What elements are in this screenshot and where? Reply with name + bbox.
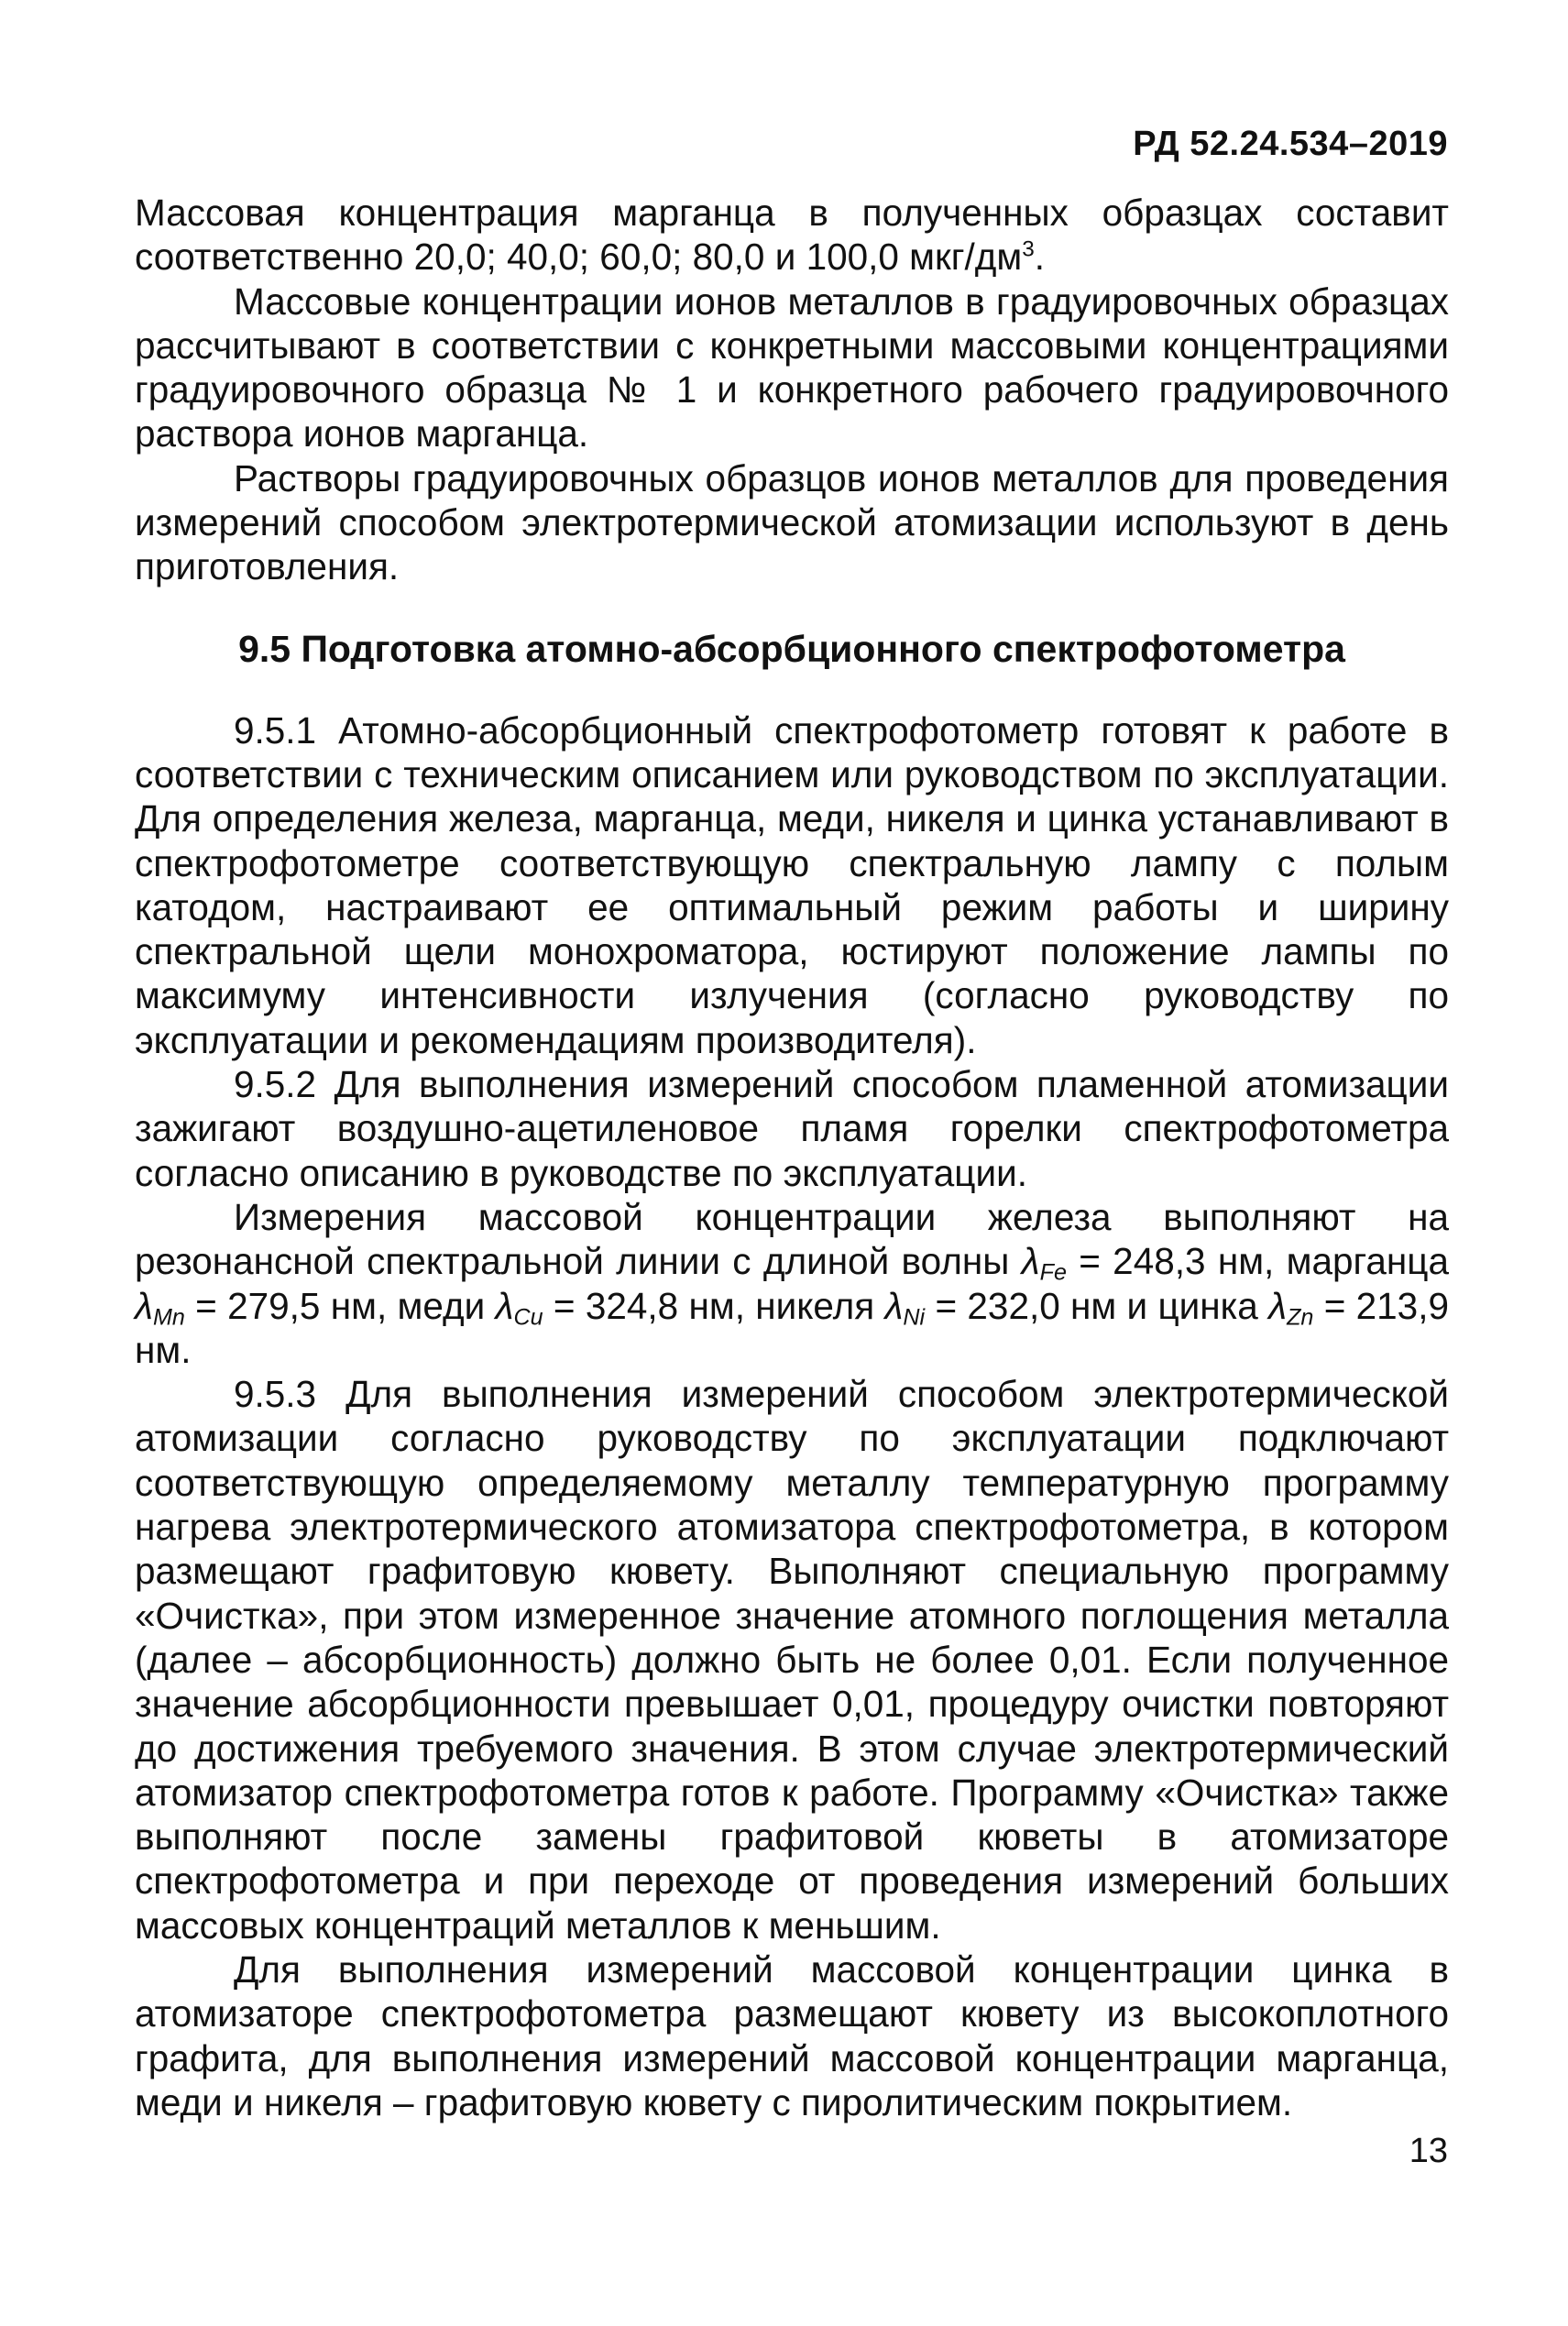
paragraph-9-5-3: 9.5.3 Для выполнения измерений способом электротермической атомизации согласно руководству по эксплуатации подключают соответствующую определяемому металлу температурную программу нагрева электротермического атомизатора спектрофотометра, в котором размещают графитовую кювету. Выполняют специальную программу «Очистка», при этом измеренное значение атомного поглощения металла (далее – абсорбционность) должно быть не более 0,01. Если полученное значение абсорбционности превышает 0,01, процедуру очистки повторяют до достижения требуемого значения. В этом случае электротермический атомизатор спектрофотометра готов к работе. Программу «Очистка» также выполняют после замены графитовой кюветы в атомизаторе спектрофотометра и при переходе от проведения измерений больших массовых концентраций металлов к меньшим.	[135, 1373, 1449, 1947]
wavelength-intro: Измерения массовой концентрации железа выполняют на резонансной спектральной линии с длиной волны	[135, 1195, 1449, 1283]
lambda-mn-sub: Mn	[152, 1303, 185, 1330]
lambda-zn-sub: Zn	[1287, 1303, 1314, 1330]
body-text	[135, 191, 1449, 2124]
lambda-fe-symbol: λ	[1021, 1240, 1040, 1283]
document-code: РД 52.24.534–2019	[1133, 125, 1448, 163]
section-heading: 9.5 Подготовка атомно-абсорбционного спектрофотометра	[238, 627, 1345, 670]
paragraph-3: Растворы градуировочных образцов ионов металлов для проведения измерений способом электротермической атомизации используют в день приготовления.	[135, 456, 1449, 588]
lambda-ni-symbol: λ	[884, 1284, 904, 1327]
paragraph-last: Для выполнения измерений массовой концентрации цинка в атомизаторе спектрофотометра размещают кювету из высокоплотного графита, для выполнения измерений массовой концентрации марганца, меди и никеля – графитовую кювету с пиролитическим покрытием.	[135, 1947, 1449, 2123]
lambda-fe-sub: Fe	[1039, 1259, 1067, 1286]
lambda-cu-value: = 324,8 нм, никеля	[553, 1284, 875, 1327]
lambda-zn-symbol: λ	[1268, 1284, 1288, 1327]
paragraph-1-end: .	[1034, 236, 1046, 279]
lambda-zn-value: = 213,9 нм.	[135, 1284, 1449, 1371]
paragraph-wavelengths	[135, 1195, 1449, 1372]
lambda-ni-sub: Ni	[903, 1303, 926, 1330]
paragraph-1-text: Массовая концентрация марганца в полученных образцах составит соответственно 20,0; 40,0; 60,0; 80,0 и 100,0 мкг/дм	[135, 192, 1449, 279]
cubic-superscript: 3	[1022, 236, 1035, 262]
page-number: 13	[1409, 2132, 1448, 2170]
lambda-mn-symbol: λ	[135, 1284, 153, 1327]
paragraph-9-5-2: 9.5.2 Для выполнения измерений способом пламенной атомизации зажигают воздушно-ацетиленовое пламя горелки спектрофотометра согласно описанию в руководстве по эксплуатации.	[135, 1063, 1449, 1194]
lambda-ni-value: = 232,0 нм и цинка	[935, 1284, 1258, 1327]
paragraph-1	[135, 191, 1449, 280]
lambda-cu-symbol: λ	[495, 1284, 514, 1327]
paragraph-2: Массовые концентрации ионов металлов в градуировочных образцах рассчитывают в соответствии с конкретными массовыми концентрациями градуировочного образца № 1 и конкретного рабочего градуировочного раствора ионов марганца.	[135, 280, 1449, 455]
lambda-fe-value: = 248,3 нм, марганца	[1079, 1240, 1449, 1283]
lambda-cu-sub: Cu	[513, 1303, 543, 1330]
lambda-mn-value: = 279,5 нм, меди	[195, 1284, 486, 1327]
paragraph-9-5-1: 9.5.1 Атомно-абсорбционный спектрофотометр готовят к работе в соответствии с техническим описанием или руководством по эксплуатации. Для определения железа, марганца, меди, никеля и цинка устанавливают в спектрофотометре соответствующую спектральную лампу с полым катодом, настраивают ее оптимальный режим работы и ширину спектральной щели монохроматора, юстируют положение лампы по максимуму интенсивности излучения (согласно руководству по эксплуатации и рекомендациям производителя).	[135, 708, 1449, 1061]
